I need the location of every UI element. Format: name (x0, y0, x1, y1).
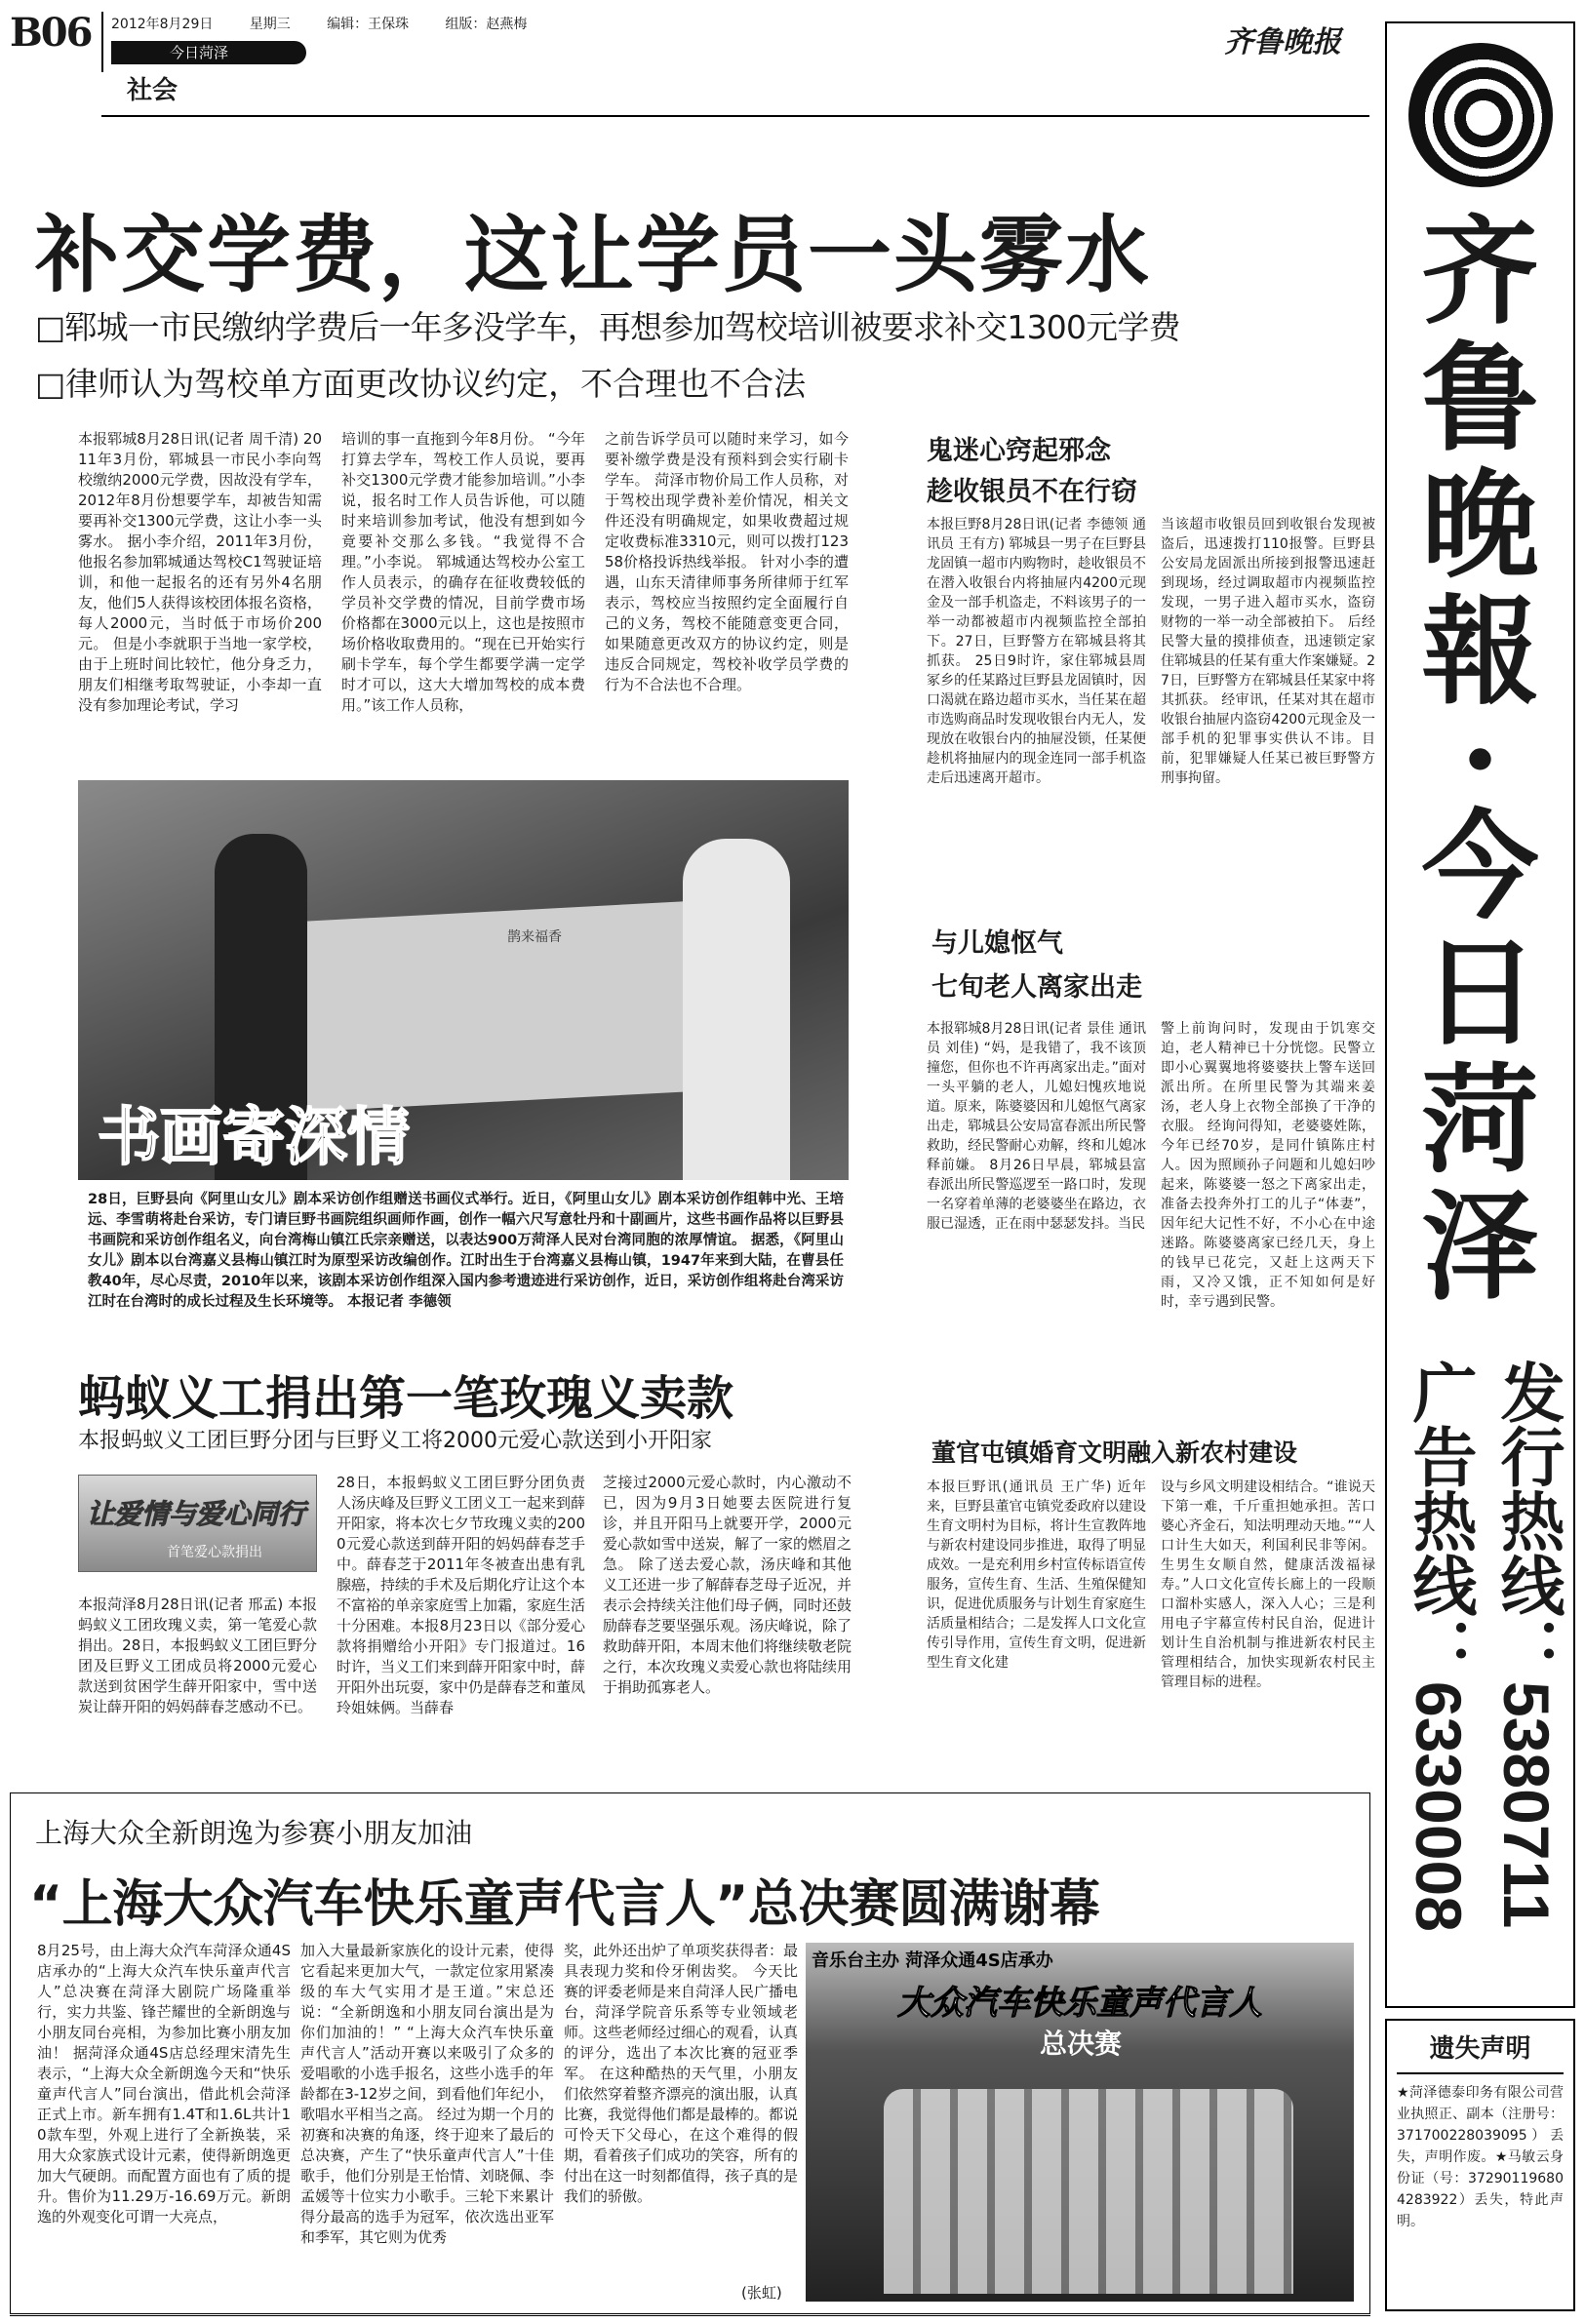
vw-kicker: 上海大众全新朗逸为参赛小朋友加油 (35, 1817, 473, 1849)
ghost-col-1: 本报巨野8月28日讯(记者 李德领 通讯员 王有方) 郓城县一男子在巨野县龙固镇一超市内购物时，趁收银员不在潜入收银台内将抽屉内4200元现金及一部手机盗走，不料该男子的一举一动都被超市内视频监控全部拍下。27日，巨野警方在郓城县将其抓获。 25日9时许，家住郓城县周冢乡的任某路过巨野县龙固镇时，因口渴就在路边超市买水，当任某在超市选购商品时发现收银台内无人，发现放在收银台内的抽屉没锁，任某便趁机将抽屉内的现金连同一部手机盗走后迅速离开超市。 (927, 517, 1146, 786)
calligraphy-caption: 28日，巨野县向《阿里山女儿》剧本采访创作组赠送书画仪式举行。近日，《阿里山女儿》剧本采访创作组韩中光、王培远、李雪萌将赴台采访，专门请巨野书画院组织画师作画，创作一幅六尺写意牡丹和十副画片，这些书画作品将以巨野县书画院和采访创作组名义，向台湾梅山镇江氏宗亲赠送，以表达900万菏泽人民对台湾同胞的浓厚情谊。 据悉，《阿里山女儿》剧本以台湾嘉义县梅山镇江时为原型采访改编创作。江时出生于台湾嘉义县梅山镇，1947年来到大陆，在曹县任教40年，尽心尽责，2010年以来，该剧本采访创作组深入国内参考遗迹进行采访创作，近日，采访创作组将赴台湾采访江时在台湾时的成长过程及生长环境等。 本报记者 李德领 (88, 1192, 844, 1310)
header-divider (101, 12, 103, 72)
hotline-block (1395, 1359, 1570, 1984)
ghost-title-1: 鬼迷心窍起邪念 (927, 436, 1111, 466)
ant-subhead: 本报蚂蚁义工团巨野分团与巨野义工将2000元爱心款送到小开阳家 (78, 1429, 712, 1453)
ant-col-3: 芝接过2000元爱心款时，内心激动不已，因为9月3日她要去医院进行复诊，并且开阳马上就要开学，2000元爱心款如雪中送炭，解了一家的燃眉之急。 除了送去爱心款，汤庆峰和其他义工还进一步了解薛春芝母子近况，并表示会持续关注他们母子俩，同时还鼓励薛春芝要坚强乐观。汤庆峰说，除了救助薛开阳，本周末他们将继续敬老院之行，本次玫瑰义卖爱心款也将陆续用于捐助孤寡老人。 (603, 1474, 852, 1696)
painting-scroll (278, 901, 697, 1113)
vw-photo-sub: 总决赛 (1040, 2028, 1123, 2060)
lead-col-2: 培训的事一直拖到今年8月份。 “今年打算去学车，驾校工作人员说，要再补交1300元学费才能参加培训。”小李说，报名时工作人员告诉他，可以随时来培训参加考试，他没有想到如今竟要补交那么多钱。“我觉得不合理。”小李说。 郓城通达驾校办公室工作人员表示，的确存在征收费较低的学员补交学费的情况，目前学费市场价格都在3000元以上，这也是按照市场价格收取费用的。“现在已开始实行刷卡学车，每个学生都要学满一定学时才可以，这大大增加驾校的成本费用。”该工作人员称， (341, 430, 585, 714)
header-meta (111, 14, 527, 33)
page-number: B06 (10, 10, 92, 56)
lead-subhead-2: □律师认为驾校单方面更改协议约定，不合理也不合法 (35, 365, 807, 403)
lead-col-1: 本报郓城8月28日讯(记者 周千清) 2011年3月份，郓城县一市民小李向驾校缴纳2000元学费，因故没有学车，2012年8月份想要学车，却被告知需要再补交1300元学费，这让小李一头雾水。 据小李介绍，2011年3月份，他报名参加郓城通达驾校C1驾驶证培训，和他一起报名的还有另外4名朋友，他们5人获得该校团体报名资格，每人2000元，当时低于市场价200元。 但是小李就职于当地一家学校，由于上班时间比较忙，他分身乏力，朋友们相继考取驾驶证，小李却一直没有参加理论考试，学习 (78, 430, 322, 714)
ant-headline: 蚂蚁义工捐出第一笔玫瑰义卖款 (78, 1371, 734, 1426)
ghost-col-2: 当该超市收银员回到收银台发现被盗后，迅速拨打110报警。巨野县公安局龙固派出所接到报警迅速赶到现场，经过调取超市内视频监控发现，一男子进入超市买水，盗窃财物的一举一动全部被拍下。 后经民警大量的摸排侦查，迅速锁定家住郓城县的任某有重大作案嫌疑。27日，巨野警方在郓城县任某家中将其抓获。 经审讯，任某对其在超市收银台抽屉内盗窃4200元现金及一部手机的犯罪事实供认不讳。目前，犯罪嫌疑人任某已被巨野警方刑事拘留。 (1161, 517, 1375, 786)
elder-col-2: 警上前询问时，发现由于饥寒交迫，老人精神已十分恍惚。民警立即小心翼翼地将婆婆扶上警车送回派出所。在所里民警为其端来姜汤，老人身上衣物全部换了干净的衣服。 经询问得知，老婆婆姓陈，今年已经70岁，是同什镇陈庄村人。因为照顾孙子问题和儿媳妇吵起来，陈婆婆一怒之下离家出走，准备去投奔外打工的儿子“体妻”，因年纪大记性不好，不小心在中途迷路。陈婆婆离家已经几天，身上的钱早已花完，又赶上这两天下雨，又冷又饿，正不知如何是好时，幸亏遇到民警。 (1161, 1021, 1375, 1310)
ant-col-1: 本报菏泽8月28日讯(记者 邢孟) 本报蚂蚁义工团玫瑰义卖，第一笔爱心款捐出。28日，本报蚂蚁义工团巨野分团及巨野义工团成员将2000元爱心款送到贫困学生薛开阳家中，雪中送炭让薛开阳的妈妈薛春芝感动不已。 (78, 1595, 317, 1715)
header-weekday: 星期三 (249, 17, 291, 32)
vw-photo-band: 大众汽车快乐童声代言人 (897, 1984, 1262, 2023)
lost-notice-title: 遗失声明 (1397, 2029, 1564, 2074)
lead-subhead-1: □郓城一市民缴纳学费后一年多没学车，再想参加驾校培训被要求补交1300元学费 (35, 308, 1180, 346)
lost-notice (1385, 2019, 1575, 2311)
header-editor: 编辑：王保珠 (327, 17, 410, 32)
elder-title-1: 与儿媳怄气 (931, 928, 1063, 959)
header-layout: 组版：赵燕梅 (445, 17, 528, 32)
vw-col-2: 加入大量最新家族化的设计元素，使得它看起来更加大气，一款定位家用紧凑级的车大气实用才是王道。”宋总还说：“全新朗逸和小朋友同台演出是为你们加油的！” “上海大众汽车快乐童声代言人”活动开赛以来吸引了众多的爱唱歌的小选手报名，这些小选手的年龄都在3-12岁之间，到看他们年纪小，歌唱水平相当之高。 经过为期一个月的初赛和决赛的角逐，终于迎来了最后的总决赛，产生了“快乐童声代言人”十佳歌手，他们分别是王怡情、刘晓佩、李孟媛等十位实力小歌手。三轮下来累计得分最高的选手为冠军，依次选出亚军和季军，其它则为优秀 (300, 1942, 554, 2246)
calligraphy-photo (78, 780, 849, 1180)
lost-notice-body: ★菏泽德泰印务有限公司营业执照正、副本（注册号：371700228039095）丢失，声明作废。★马敏云身份证（号：372901196804283922）丢失，特此声明。 (1397, 2085, 1564, 2229)
header-rule (101, 115, 1369, 117)
ant-banner (78, 1475, 317, 1572)
elder-col-1: 本报郓城8月28日讯(记者 景佳 通讯员 刘佳) “妈，是我错了，我不该顶撞您，但你也不许再离家出走。”面对一头平躺的老人，儿媳妇愧疚地说道。原来，陈婆婆因和儿媳怄气离家出走，郓城县公安局富春派出所民警救助，经民警耐心劝解，终和儿媳冰释前嫌。 8月26日早晨，郓城县富春派出所民警巡逻至一路口时，发现一名穿着单薄的老婆婆坐在路边，衣服已湿透，正在雨中瑟瑟发抖。当民 (927, 1021, 1146, 1232)
section-tag: 今日菏泽 (111, 41, 306, 64)
header-date: 2012年8月29日 (111, 17, 214, 32)
dongguan-col-1: 本报巨野讯(通讯员 王广华) 近年来，巨野县董官屯镇党委政府以建设生育文明村为目标，将计生宣教阵地与新农村建设同步推进，取得了明显成效。一是充利用乡村宣传标语宣传服务，宣传生育、生活、生殖保健知识，促进优质服务与计划生育家庭生活质量相结合；二是发挥人口文化宣传引导作用，宣传生育文明，促进新型生育文化建 (927, 1479, 1146, 1671)
masthead-emblem (1408, 43, 1553, 187)
masthead-panel (1385, 21, 1575, 2008)
ant-banner-title: 让爱情与爱心同行 (87, 1498, 306, 1530)
section-name: 社会 (127, 76, 178, 105)
vw-performers (884, 2089, 1293, 2294)
calligraphy-overlay-title: 书画寄深情 (98, 1102, 410, 1174)
hotline-ad: 广告热线：6330008 (1402, 1359, 1477, 1932)
painting-inscription: 鹊来福香 (507, 929, 562, 945)
dongguan-title: 董官屯镇婚育文明融入新农村建设 (931, 1438, 1298, 1467)
paper-logo: 齐鲁晚报 (1224, 25, 1341, 59)
vw-photo-top: 音乐台主办 菏泽众通4S店承办 (812, 1950, 1053, 1971)
footer-rule (10, 2315, 1370, 2316)
lead-headline: 补交学费，这让学员一头雾水 (35, 207, 1151, 304)
vw-photo (806, 1943, 1354, 2302)
vw-byline: (张虹) (741, 2284, 782, 2302)
vw-col-3: 奖，此外还出炉了单项奖获得者：最具表现力奖和伶牙俐齿奖。 今天比赛的评委老师是来自菏泽人民广播电台，菏泽学院音乐系等专业领域老师。这些老师经过细心的观看，认真的评分，选出了本次比赛的冠亚季军。 在这种酷热的天气里，小朋友们依然穿着整齐漂亮的演出服，认真比赛，我觉得他们都是最棒的。都说可怜天下父母心，在这个难得的假期，看着孩子们成功的笑容，所有的付出在这一时刻都值得，孩子真的是我们的骄傲。 (564, 1942, 798, 2205)
vw-col-1: 8月25号，由上海大众汽车菏泽众通4S店承办的“上海大众汽车快乐童声代言人”总决赛在菏泽大剧院广场隆重举行，实力共鉴、锋芒耀世的全新朗逸与小朋友同台亮相，为参加比赛小朋友加油！ 据菏泽众通4S店总经理宋清先生表示，“上海大众全新朗逸今天和“快乐童声代言人”同台演出，借此机会菏泽正式上市。新车拥有1.4T和1.6L共计10款车型，外观上进行了全新换装，采用大众家族式设计元素，使得新朗逸更加大气硬朗。而配置方面也有了质的提升。售价为11.29万-16.69万元。新朗逸的外观变化可谓一大亮点， (37, 1942, 291, 2226)
vw-headline: “上海大众汽车快乐童声代言人”总决赛圆满谢幕 (29, 1875, 1100, 1934)
lead-col-3: 之前告诉学员可以随时来学习，如今要补缴学费是没有预料到会实行刷卡学车。 菏泽市物价局工作人员称，对于驾校出现学费补差价情况，相关文件还没有明确规定，如果收费超过规定收费标准3310元，则可以拨打12358价格投诉热线举报。 针对小李的遭遇，山东天清律师事务所律师于红军表示，驾校应当按照约定全面履行自己的义务，驾校不能随意变更合同，如果随意更改双方的协议约定，则是违反合同规定，驾校补收学员学费的行为不合法也不合理。 (605, 430, 849, 693)
hotline-issue: 发行热线：5380711 (1489, 1359, 1565, 1929)
man-right (683, 839, 790, 1180)
ghost-title-2: 趁收银员不在行窃 (927, 477, 1137, 507)
elder-title-2: 七旬老人离家出走 (931, 972, 1142, 1003)
masthead-title: 齐 鲁 晚 報 · 今 日 菏 泽 (1421, 203, 1539, 1316)
dongguan-col-2: 设与乡风文明建设相结合。“谁说天下第一难，千斤重担她承担。苦口婆心齐金石，知法明理动天地。”“人口计生大如天，利国利民非等闲。生男生女顺自然，健康活泼福禄寿。”人口文化宣传长廊上的一段顺口溜朴实感人，深入人心；三是利用电子宇幕宣传村民自治，促进计划计生自治机制与推进新农村民主管理相结合，加快实现新农村民主管理目标的进程。 (1161, 1479, 1375, 1690)
ant-banner-sub: 首笔爱心款捐出 (167, 1545, 262, 1560)
ant-col-2: 28日，本报蚂蚁义工团巨野分团负责人汤庆峰及巨野义工团义工一起来到薛开阳家，将本次七夕节玫瑰义卖的2000元爱心款送到薛开阳的妈妈薛春芝手中。薛春芝于2011年冬被查出患有乳腺癌，持续的手术及后期化疗让这个本不富裕的单亲家庭雪上加霜，家庭生活十分困难。本报8月23日以《部分爱心款将捐赠给小开阳》专门报道过。16时许，当义工们来到薛开阳家中时，薛开阳外出玩耍，家中仍是薛春芝和董凤玲姐妹俩。当薛春 (337, 1474, 585, 1716)
